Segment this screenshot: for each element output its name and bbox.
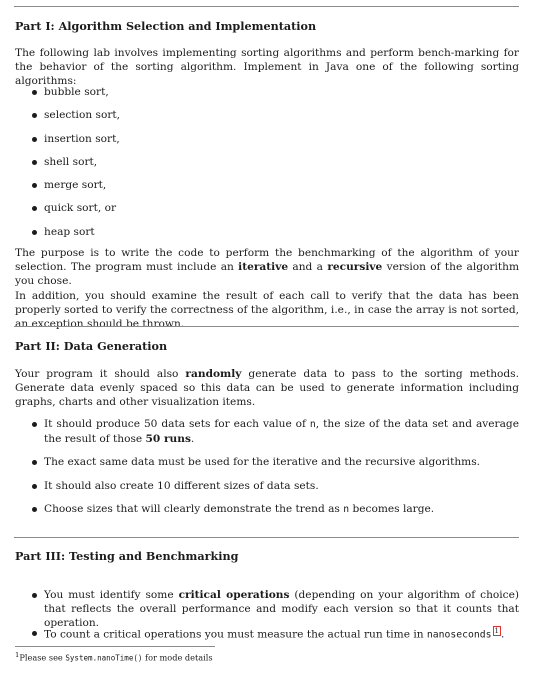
bullet-icon	[32, 160, 37, 165]
list-item: merge sort,	[0, 178, 560, 201]
footnote-link[interactable]: 1	[494, 627, 499, 635]
list-item: The exact same data must be used for the iterative and the recursive algorithms.	[0, 455, 560, 479]
list-item: It should produce 50 data sets for each value of n, the size of the data set and average the result of those 50 runs.	[0, 417, 560, 455]
bullet-icon	[32, 422, 37, 427]
testing-list	[0, 588, 560, 646]
list-item: To count a critical operations you must measure the actual run time in nanoseconds 1 .	[0, 626, 560, 646]
part3-heading: Part III: Testing and Benchmarking	[15, 549, 239, 563]
bullet-icon	[32, 507, 37, 512]
bullet-icon	[32, 183, 37, 188]
list-item: insertion sort,	[0, 132, 560, 155]
bullet-icon	[32, 113, 37, 118]
bullet-icon	[32, 631, 37, 636]
bullet-icon	[32, 484, 37, 489]
list-item: heap sort	[0, 225, 560, 248]
list-item: shell sort,	[0, 155, 560, 178]
list-item: selection sort,	[0, 108, 560, 131]
section-divider	[14, 326, 519, 327]
list-item: bubble sort,	[0, 85, 560, 108]
part2-heading: Part II: Data Generation	[15, 339, 168, 353]
bullet-icon	[32, 90, 37, 95]
part1-purpose: The purpose is to write the code to perform the benchmarking of the algorithm of your selection. The program must include an iterative and a recursive version of the algorithm you chose. In addition, you should examine the result of each call to verify that the data has been properly sorted to verify the correctness of the algorithm, i.e., in case the array is not sorted, an exception should be thrown.	[15, 247, 519, 331]
bullet-icon	[32, 460, 37, 465]
part2-intro: Your program it should also randomly generate data to pass to the sorting methods. Generate data evenly spaced so this data can be used to generate information including graphs, charts and other visualization items.	[15, 368, 519, 409]
footnote: $^1$Please see System.nanoTime() for mode details	[15, 651, 213, 663]
section-divider	[14, 537, 519, 538]
footnote-rule	[15, 646, 215, 647]
list-item: It should also create 10 different sizes of data sets.	[0, 479, 560, 503]
list-item: Choose sizes that will clearly demonstrate the trend as n becomes large.	[0, 502, 560, 526]
list-item: quick sort, or	[0, 201, 560, 224]
bullet-icon	[32, 230, 37, 235]
algorithm-list	[0, 85, 560, 248]
part1-intro: The following lab involves implementing sorting algorithms and perform bench-marking for the behavior of the sorting algorithm. Implement in Java one of the following sorting algorithms:	[15, 47, 519, 88]
bullet-icon	[32, 593, 37, 598]
data-generation-list	[0, 417, 560, 526]
top-rule	[14, 6, 519, 7]
bullet-icon	[32, 137, 37, 142]
part1-heading: Part I: Algorithm Selection and Implementation	[15, 19, 317, 33]
bullet-icon	[32, 206, 37, 211]
list-item: You must identify some critical operations (depending on your algorithm of choice) that reflects the overall performance and modify each version so that it counts that operation.	[0, 588, 560, 626]
